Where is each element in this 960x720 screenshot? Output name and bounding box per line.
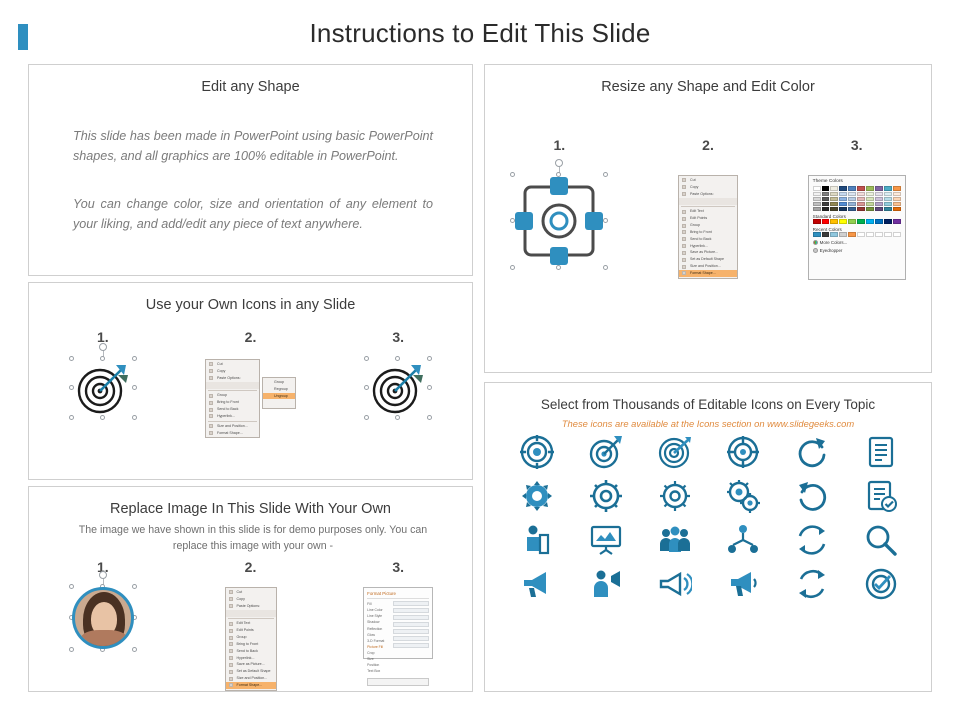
icon-library-grid: [503, 435, 915, 601]
own-icons-thumb-2[interactable]: [177, 359, 325, 438]
ctx-item-highlighted: Format Shape...: [679, 270, 737, 277]
document-list-icon[interactable]: [864, 435, 898, 469]
replace-image-thumb-1[interactable]: [29, 587, 177, 649]
ctx-item: Size and Position...: [679, 263, 737, 270]
target-check-icon[interactable]: [864, 567, 898, 601]
standard-colors-row[interactable]: [813, 219, 901, 224]
ctx-item: Hyperlink...: [679, 243, 737, 250]
ctx-item: Group: [679, 222, 737, 229]
ctx-item: Group: [226, 634, 276, 641]
ctx-item: Paste Options:: [206, 375, 259, 382]
target-arrow-ungrouped-icon: [367, 359, 429, 417]
resize-step-numbers: [485, 137, 931, 153]
ctx-item: Send to Back: [679, 236, 737, 243]
resize-step-1: 1.: [553, 137, 566, 153]
own-icons-thumbnails: [29, 359, 472, 438]
ctx-item: Paste Options:: [679, 191, 737, 198]
magnifier-icon[interactable]: [864, 523, 898, 557]
panel-edit-shape: [28, 64, 473, 276]
context-menu-mock-icons: [205, 359, 260, 438]
replace-image-step-1: 1.: [96, 559, 109, 575]
ctx-item: Regroup: [274, 386, 288, 391]
replace-image-step-numbers: [29, 559, 472, 575]
ctx-item: Send to Back: [206, 406, 259, 413]
ctx-item: Bring to Front: [206, 399, 259, 406]
people-group-icon[interactable]: [658, 523, 692, 557]
own-icons-thumb-1[interactable]: [29, 359, 177, 417]
panel-replace-image-title: Replace Image In This Slide With Your Own: [109, 501, 391, 517]
ctx-item: Set as Default Shape: [679, 256, 737, 263]
ctx-item: Copy: [226, 596, 276, 603]
panel-replace-image: [28, 486, 473, 692]
context-submenu-mock-icons: [262, 377, 296, 409]
circular-arrows-icon[interactable]: [795, 567, 829, 601]
panel-edit-shape-paragraph-1: This slide has been made in PowerPoint using basic PowerPoint shapes, and all graphics are 100% editable in PowerPoint.: [73, 129, 433, 163]
ctx-item: Bring to Front: [679, 229, 737, 236]
ctx-item: Cut: [206, 361, 259, 368]
more-colors-item[interactable]: [813, 240, 901, 245]
target-arrow-icon[interactable]: [589, 435, 623, 469]
own-icons-step-1: 1.: [96, 329, 109, 345]
panel-icon-library-subtitle: These icons are available at the Icons section on www.slidegeeks.com: [561, 418, 855, 429]
panel-edit-shape-title: Edit any Shape: [201, 79, 300, 95]
replace-image-step-3: 3.: [392, 559, 405, 575]
ctx-item: Save as Picture...: [679, 249, 737, 256]
gears-icon[interactable]: [726, 479, 760, 513]
own-icons-step-3: 3.: [392, 329, 405, 345]
ctx-item: Edit Points: [679, 215, 737, 222]
ctx-item: Format Shape...: [206, 430, 259, 437]
person-podium-icon[interactable]: [520, 523, 554, 557]
ctx-item-highlighted: Format Shape...: [226, 682, 276, 689]
ctx-item: Cut: [679, 177, 737, 184]
resize-thumbnails: [485, 175, 931, 280]
ctx-item: Bring to Front: [226, 641, 276, 648]
ctx-item: Edit Text: [226, 620, 276, 627]
gear-icon[interactable]: [520, 479, 554, 513]
refresh-arrow-icon[interactable]: [795, 435, 829, 469]
recent-colors-row[interactable]: [813, 232, 901, 237]
theme-colors-tints[interactable]: [813, 192, 901, 211]
target-icon[interactable]: [520, 435, 554, 469]
ctx-item: Group: [206, 392, 259, 399]
resize-step-3: 3.: [850, 137, 863, 153]
standard-colors-label: Standard Colors: [812, 214, 846, 219]
ctx-item: Send to Back: [226, 648, 276, 655]
ctx-item: Hyperlink...: [206, 413, 259, 420]
ctx-item: Group: [274, 380, 284, 384]
own-icons-step-2: 2.: [244, 329, 257, 345]
replace-image-thumb-2[interactable]: [177, 587, 325, 691]
panel-resize-shape: [484, 64, 932, 373]
own-icons-thumb-3[interactable]: [324, 359, 472, 417]
reload-icon[interactable]: [795, 479, 829, 513]
ctx-item: Save as Picture...: [226, 661, 276, 668]
ctx-item: Size and Position...: [226, 675, 276, 682]
eyedropper-item[interactable]: [813, 248, 901, 253]
own-icons-step-numbers: [29, 329, 472, 345]
context-menu-mock-resize: [678, 175, 738, 279]
ctx-item: Set as Default Shape: [226, 668, 276, 675]
color-picker-mock: [808, 175, 906, 280]
ctx-item: Paste Options:: [226, 603, 276, 610]
ctx-item: Copy: [679, 184, 737, 191]
ctx-item: Size and Position...: [206, 423, 259, 430]
loudspeaker-icon[interactable]: [658, 567, 692, 601]
sync-arrows-icon[interactable]: [795, 523, 829, 557]
panel-icon-library-title: Select from Thousands of Editable Icons on Every Topic: [540, 397, 876, 412]
panel-icon-library: [484, 382, 932, 692]
team-network-icon[interactable]: [726, 523, 760, 557]
panel-resize-shape-title: Resize any Shape and Edit Color: [601, 79, 815, 95]
theme-colors-row[interactable]: [813, 186, 901, 191]
gear-settings-icon[interactable]: [589, 479, 623, 513]
theme-colors-label: Theme Colors: [812, 179, 843, 184]
person-speaking-icon[interactable]: [589, 567, 623, 601]
ctx-item: Edit Points: [226, 627, 276, 634]
panel-own-icons: [28, 282, 473, 480]
replace-image-step-2: 2.: [244, 559, 257, 575]
panel-own-icons-title: Use your Own Icons in any Slide: [145, 297, 356, 313]
resize-thumb-3[interactable]: [782, 175, 931, 280]
recent-colors-label: Recent Colors: [812, 227, 842, 232]
crosshair-icon[interactable]: [726, 435, 760, 469]
target-dart-icon[interactable]: [658, 435, 692, 469]
replace-image-thumb-3[interactable]: [324, 587, 472, 674]
page-title: Instructions to Edit This Slide: [309, 18, 651, 48]
resize-step-2: 2.: [702, 137, 714, 153]
checklist-icon[interactable]: [864, 479, 898, 513]
resize-thumb-1[interactable]: [485, 175, 634, 267]
announcement-icon[interactable]: [726, 567, 760, 601]
more-colors-label: More Colors...: [819, 240, 848, 245]
gear-outline-icon[interactable]: [658, 479, 692, 513]
megaphone-icon[interactable]: [520, 567, 554, 601]
avatar: [72, 587, 134, 649]
replace-image-thumbnails: [29, 587, 472, 691]
ctx-item: Copy: [206, 368, 259, 375]
format-picture-dialog-mock: Format Picture Fill Line Color Line Style Shadow Reflection Glow 3-D Format Picture Fill Crop Size Position Text Box: [363, 587, 433, 659]
eyedropper-label: Eyedropper: [819, 248, 843, 253]
ctx-item-highlighted: Ungroup: [263, 393, 295, 400]
process-shape-icon: [513, 175, 605, 267]
panel-edit-shape-paragraph-2: You can change color, size and orientation of any element to your liking, and add/edit any piece of text anywhere.: [73, 197, 433, 231]
target-arrow-icon: [72, 359, 134, 417]
resize-thumb-2[interactable]: [634, 175, 783, 279]
ctx-item: Hyperlink...: [226, 655, 276, 662]
context-menu-mock-image: [225, 587, 277, 691]
panel-replace-image-subtitle: The image we have shown in this slide is for demo purposes only. You can replace this image with your own -: [78, 524, 428, 552]
ctx-item: Edit Text: [679, 208, 737, 215]
presentation-person-icon[interactable]: [589, 523, 623, 557]
ctx-item: Cut: [226, 589, 276, 596]
